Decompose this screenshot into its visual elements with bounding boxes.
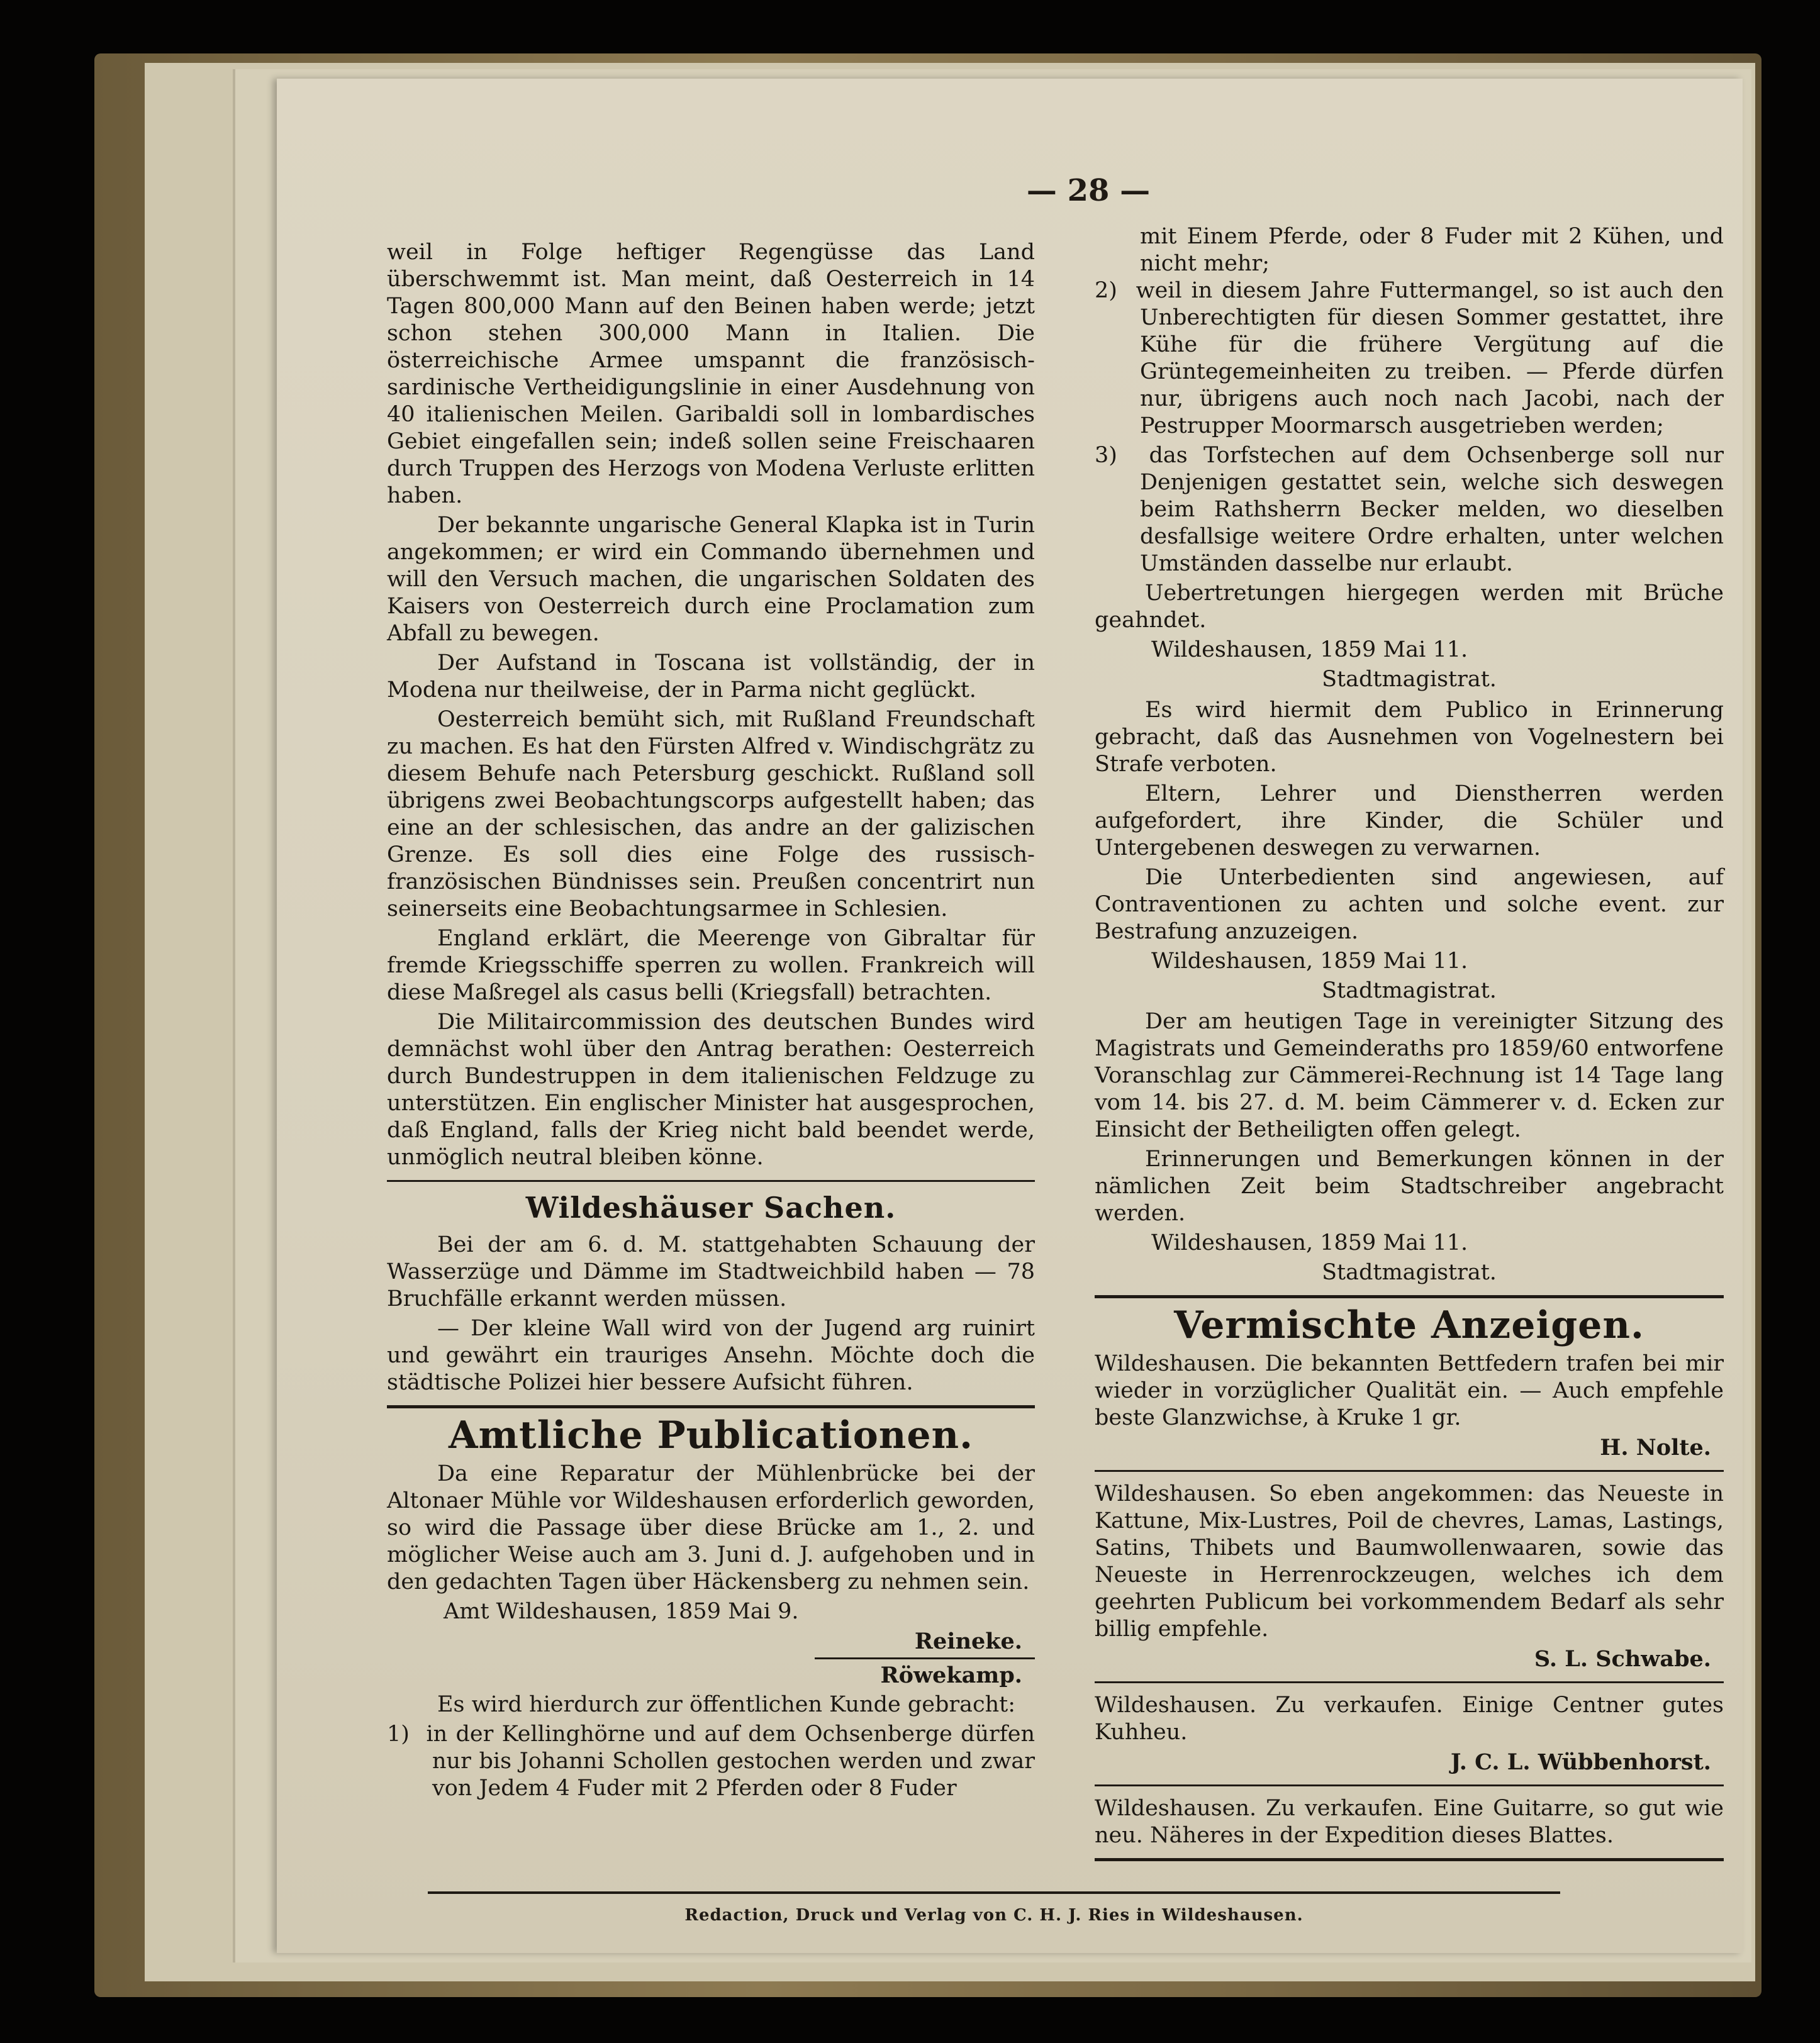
news-paragraph: — Der kleine Wall wird von der Jugend arg ruinirt und gewährt ein trauriges Ansehn. Möchte doch die städtische Polizei hier bessere Aufsicht führen. xyxy=(387,1316,1035,1395)
right-column xyxy=(1095,223,1724,1870)
notice-paragraph: Die Unterbedienten sind angewiesen, auf Contraventionen zu achten und solche event. zur Bestrafung anzuzeigen. xyxy=(1095,865,1724,944)
divider xyxy=(387,1180,1035,1182)
advertiser-signature: J. C. L. Wübbenhorst. xyxy=(1450,1749,1711,1775)
news-paragraph: Bei der am 6. d. M. stattgehabten Schauung der Wasserzüge und Dämme im Stadtweichbild haben — 78 Bruchfälle erkannt werden müssen. xyxy=(387,1232,1035,1311)
notice-dateline: Wildeshausen, 1859 Mai 11. xyxy=(1151,1230,1468,1255)
divider xyxy=(1095,1784,1724,1786)
advertisement: Wildeshausen. Zu verkaufen. Einige Centner gutes Kuhheu. xyxy=(1095,1693,1724,1745)
list-text: das Torfstechen auf dem Ochsenberge soll nur Denjenigen gestattet sein, welche sich deswegen beim Rathsherrn Becker melden, wo dieselben desfallsige weitere Ordre erhalten, unter welchen Umständen dasselbe nur erlaubt. xyxy=(1140,443,1724,576)
advertisement: Wildeshausen. Zu verkaufen. Eine Guitarre, so gut wie neu. Näheres in der Expedition dieses Blattes. xyxy=(1095,1796,1724,1848)
notice-signature: Röwekamp. xyxy=(815,1657,1035,1689)
list-text: in der Kellinghörne und auf dem Ochsenberge dürfen nur bis Johanni Schollen gestochen werden und zwar von Jedem 4 Fuder mit 2 Pferden oder 8 Fuder xyxy=(426,1722,1035,1801)
notice-list-item xyxy=(1095,442,1724,577)
list-text: weil in diesem Jahre Futtermangel, so ist auch den Unberechtigten für diesen Sommer gestattet, ihre Kühe für die frühere Vergütung auf die Grüntegemeinheiten zu treiben. — Pferde dürfen nur, übrigens auch noch nach Jacobi, nach der Pestrupper Moormarsch ausgetrieben werden; xyxy=(1136,278,1724,438)
notice-signature: Stadtmagistrat. xyxy=(1322,978,1497,1003)
divider xyxy=(1095,1470,1724,1472)
footer-rule xyxy=(428,1891,1560,1894)
advertiser-signature: H. Nolte. xyxy=(1600,1435,1711,1461)
advertisement: Wildeshausen. Die bekannten Bettfedern trafen bei mir wieder in vorzüglicher Qualität ein. — Auch empfehle beste Glanzwichse, à Kruke 1 gr. xyxy=(1095,1351,1724,1430)
notice-signature: Reineke. xyxy=(914,1628,1022,1654)
notice-signature: Stadtmagistrat. xyxy=(1322,1260,1497,1285)
notice-paragraph: Es wird hierdurch zur öffentlichen Kunde gebracht: xyxy=(437,1692,1016,1717)
news-paragraph: England erklärt, die Meerenge von Gibraltar für fremde Kriegsschiffe sperren zu wollen. Frankreich will diese Maßregel als casus belli (Kriegsfall) betrachten. xyxy=(387,926,1035,1005)
notice-dateline: Amt Wildeshausen, 1859 Mai 9. xyxy=(444,1599,799,1624)
notice-list-item xyxy=(1095,277,1724,440)
news-paragraph: Der bekannte ungarische General Klapka ist in Turin angekommen; er wird ein Commando übernehmen und will den Versuch machen, die ungarischen Soldaten des Kaisers von Oesterreich durch eine Proclamation zum Abfall zu bewegen. xyxy=(387,513,1035,646)
notice-paragraph: Erinnerungen und Bemerkungen können in der nämlichen Zeit beim Stadtschreiber angebracht werden. xyxy=(1095,1147,1724,1226)
list-number: 2) xyxy=(1095,278,1117,303)
section-heading-local: Wildeshäuser Sachen. xyxy=(525,1191,896,1225)
left-column xyxy=(387,239,1035,1805)
divider xyxy=(387,1405,1035,1408)
list-number: 1) xyxy=(387,1722,410,1747)
divider xyxy=(1095,1681,1724,1683)
notice-list-item xyxy=(387,1721,1035,1802)
notice-paragraph: Es wird hiermit dem Publico in Erinnerung gebracht, daß das Ausnehmen von Vogelnestern bei Strafe verboten. xyxy=(1095,698,1724,777)
notice-dateline: Wildeshausen, 1859 Mai 11. xyxy=(1151,949,1468,974)
imprint-footer: Redaction, Druck und Verlag von C. H. J. Ries in Wildeshausen. xyxy=(684,1906,1304,1925)
notice-paragraph: Da eine Reparatur der Mühlenbrücke bei der Altonaer Mühle vor Wildeshausen erforderlich geworden, so wird die Passage über diese Brücke am 1., 2. und möglicher Weise auch am 3. Juni d. J. aufgehoben und in den gedachten Tagen über Häckensberg zu nehmen sein. xyxy=(387,1461,1035,1595)
list-continuation: mit Einem Pferde, oder 8 Fuder mit 2 Kühen, und nicht mehr; xyxy=(1140,224,1724,276)
newspaper-page xyxy=(277,79,1743,1953)
notice-paragraph: Eltern, Lehrer und Dienstherren werden aufgefordert, ihre Kinder, die Schüler und Untergebenen deswegen zu verwarnen. xyxy=(1095,781,1724,860)
list-number: 3) xyxy=(1095,443,1117,468)
advertisement: Wildeshausen. So eben angekommen: das Neueste in Kattune, Mix-Lustres, Poil de chevres, Lamas, Lastings, Satins, Thibets und Baumwollenwaaren, sowie das Neueste in Herrenrockzeugen, welches ich dem geehrten Publicum bei vorkommendem Bedarf als sehr billig empfehle. xyxy=(1095,1481,1724,1642)
advertiser-signature: S. L. Schwabe. xyxy=(1534,1646,1711,1672)
divider xyxy=(1095,1295,1724,1298)
notice-signature: Stadtmagistrat. xyxy=(1322,667,1497,692)
divider xyxy=(1095,1858,1724,1861)
notice-dateline: Wildeshausen, 1859 Mai 11. xyxy=(1151,637,1468,662)
news-paragraph: Der Aufstand in Toscana ist vollständig, der in Modena nur theilweise, der in Parma nicht geglückt. xyxy=(387,650,1035,703)
section-heading-official: Amtliche Publicationen. xyxy=(448,1413,974,1457)
notice-paragraph: Uebertretungen hiergegen werden mit Brüche geahndet. xyxy=(1095,581,1724,633)
page-number: — 28 — xyxy=(1026,173,1151,208)
news-paragraph: Die Militaircommission des deutschen Bundes wird demnächst wohl über den Antrag berathen: Oesterreich durch Bundestruppen in dem italienischen Feldzuge zu unterstützen. Ein englischer Minister hat ausgesprochen, daß England, falls der Krieg nicht bald beendet werde, unmöglich neutral bleiben könne. xyxy=(387,1010,1035,1170)
news-paragraph: weil in Folge heftiger Regengüsse das Land überschwemmt ist. Man meint, daß Oesterreich in 14 Tagen 800,000 Mann auf den Beinen haben werde; jetzt schon stehen 300,000 Mann in Italien. Die österreichische Armee umspannt die französisch-sardinische Vertheidigungslinie in einer Ausdehnung von 40 italienischen Meilen. Garibaldi soll in lombardisches Gebiet eingefallen sein; indeß sollen seine Freischaaren durch Truppen des Herzogs von Modena Verluste erlitten haben. xyxy=(387,240,1035,508)
section-heading-misc: Vermischte Anzeigen. xyxy=(1174,1303,1644,1347)
news-paragraph: Oesterreich bemüht sich, mit Rußland Freundschaft zu machen. Es hat den Fürsten Alfred v. Windischgrätz zu diesem Behufe nach Petersburg geschickt. Rußland soll übrigens zwei Beobachtungscorps aufgestellt haben; das eine an der schlesischen, das andre an der galizischen Grenze. Es soll dies eine Folge des russisch-französischen Bündnisses sein. Preußen concentrirt nun seinerseits eine Beobachtungsarmee in Schlesien. xyxy=(387,707,1035,921)
notice-paragraph: Der am heutigen Tage in vereinigter Sitzung des Magistrats und Gemeinderaths pro 1859/60 entworfene Voranschlag zur Cämmerei-Rechnung ist 14 Tage lang vom 14. bis 27. d. M. beim Cämmerer v. d. Ecken zur Einsicht der Betheiligten offen gelegt. xyxy=(1095,1009,1724,1142)
